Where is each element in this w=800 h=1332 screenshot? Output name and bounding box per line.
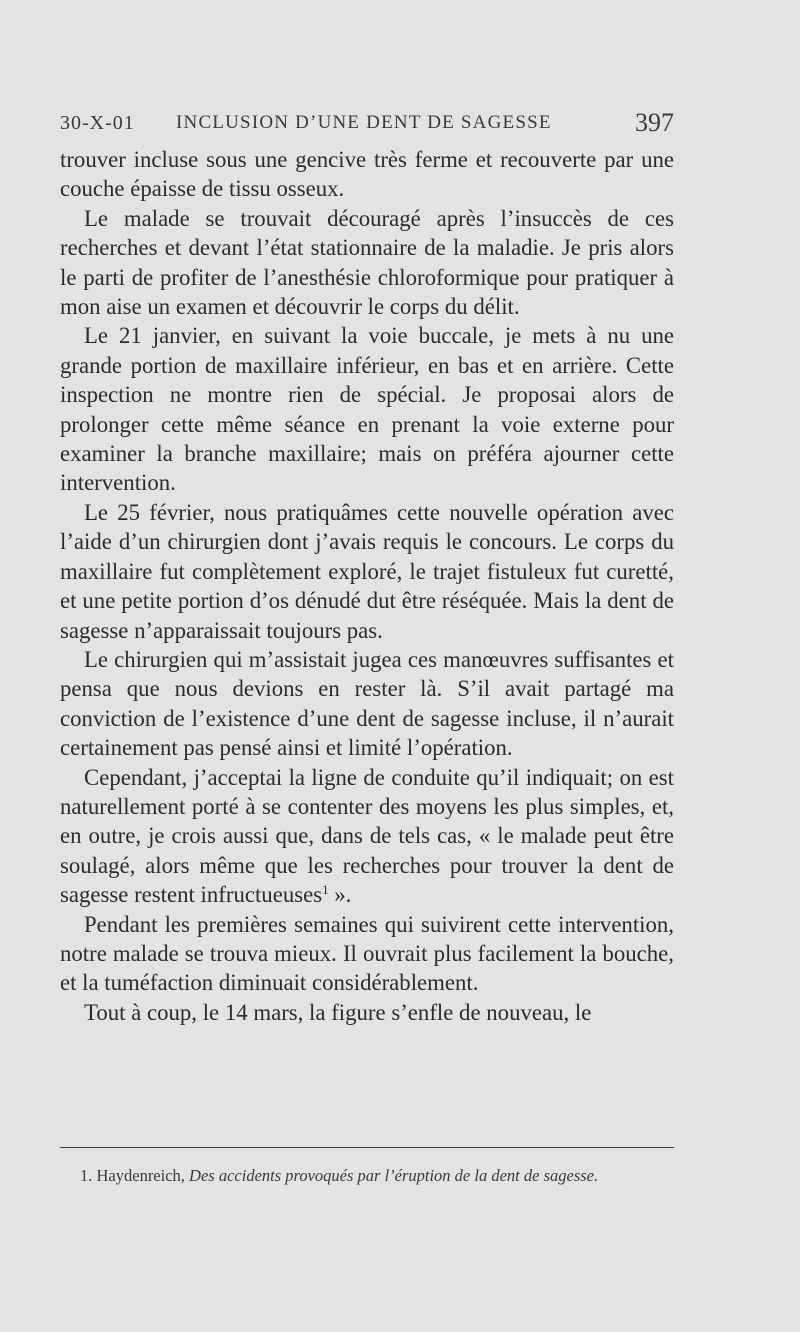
footnote-author: Haydenreich, [96, 1166, 185, 1185]
paragraph: trouver incluse sous une gencive très ferme et recouverte par une couche épaisse de tissu osseux. [60, 147, 674, 202]
paragraph: Cependant, j’acceptai la ligne de conduite qu’il indiquait; on est naturellement porté à se contenter des moyens les plus simples, et, en outre, je crois aussi que, dans de tels cas, « le malade peut être soulagé, alors même que les recherches pour trouver la dent de sagesse restent infructueuses$^1$ ». [60, 764, 674, 908]
body-text [60, 145, 674, 1027]
paragraph: Tout à coup, le 14 mars, la figure s’enfle de nouveau, le [84, 999, 592, 1025]
footnote-title: Des accidents provoqués par l’éruption de la dent de sagesse. [189, 1166, 599, 1185]
paragraph: Le 25 février, nous pratiquâmes cette nouvelle opération avec l’aide d’un chirurgien dont j’avais requis le concours. Le corps du maxillaire fut complètement exploré, le trajet fistuleux fut curetté, et une petite portion d’os dénudé dut être réséquée. Mais la dent de sagesse n’apparaissait toujours pas. [60, 499, 674, 643]
paragraph: Le malade se trouvait découragé après l’insuccès de ces recherches et devant l’état stationnaire de la maladie. Je pris alors le parti de profiter de l’anesthésie chloroformique pour pratiquer à mon aise un examen et découvrir le corps du délit. [60, 205, 674, 320]
header-title: INCLUSION D’UNE DENT DE SAGESSE [176, 112, 552, 133]
footnote-divider [60, 1147, 674, 1148]
footnote [80, 1166, 680, 1186]
paragraph: Pendant les premières semaines qui suivirent cette intervention, notre malade se trouva mieux. Il ouvrait plus facilement la bouche, et la tuméfaction diminuait considérablement. [60, 911, 674, 996]
page-number: 397 [635, 108, 674, 137]
footnote-number: 1. [80, 1166, 93, 1185]
paragraph: Le 21 janvier, en suivant la voie buccale, je mets à nu une grande portion de maxillaire inférieur, en bas et en arrière. Cette inspection ne montre rien de spécial. Je proposai alors de prolonger cette même séance en prenant la voie externe pour examiner la branche maxillaire; mais on préféra ajourner cette intervention. [60, 323, 674, 496]
running-header [60, 108, 674, 138]
footnote-reference: 1 [322, 882, 329, 898]
header-date: 30-X-01 [60, 112, 135, 134]
paragraph: Le chirurgien qui m’assistait jugea ces manœuvres suffisantes et pensa que nous devions en rester là. S’il avait partagé ma conviction de l’existence d’une dent de sagesse incluse, il n’aurait certainement pas pensé ainsi et limité l’opération. [60, 646, 674, 761]
